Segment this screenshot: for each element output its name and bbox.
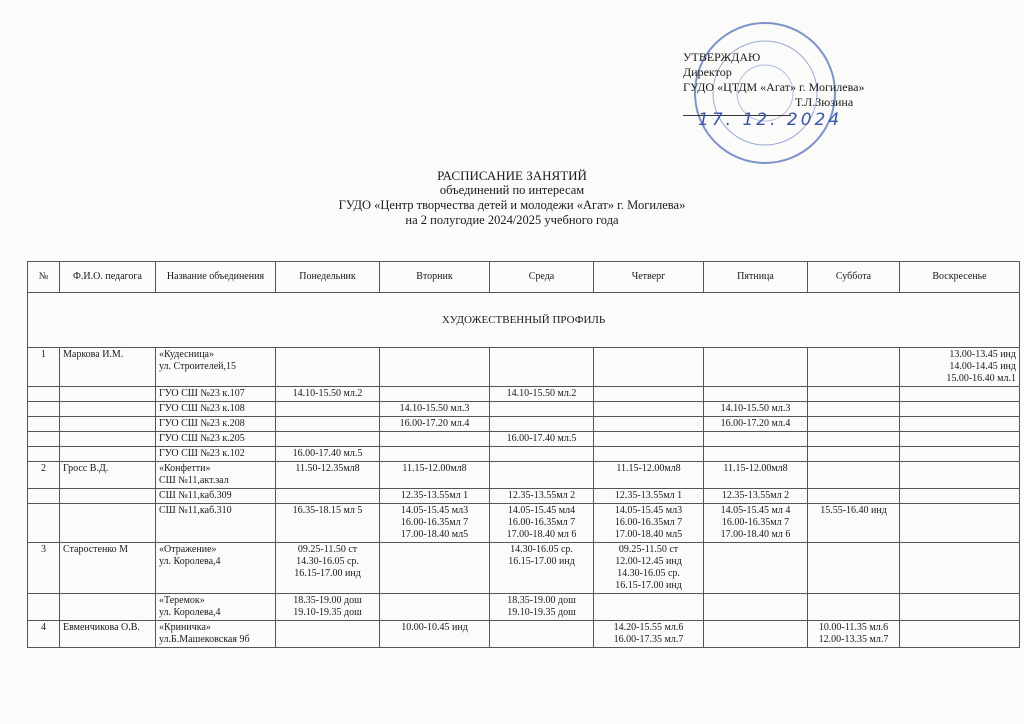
schedule-cell bbox=[594, 432, 704, 447]
time-slot: 14.30-16.05 ср. bbox=[510, 544, 573, 555]
schedule-cell bbox=[900, 489, 1020, 504]
schedule-cell bbox=[808, 432, 900, 447]
time-slot: 12.35-13.55мл 1 bbox=[614, 490, 683, 501]
schedule-cell bbox=[276, 504, 380, 543]
schedule-cell bbox=[900, 417, 1020, 432]
schedule-cell bbox=[704, 387, 808, 402]
schedule-cell bbox=[704, 348, 808, 387]
title-line-4: на 2 полугодие 2024/2025 учебного года bbox=[405, 213, 619, 227]
time-slot: 14.10-15.50 мл.3 bbox=[399, 403, 470, 414]
schedule-cell bbox=[704, 594, 808, 621]
group-name bbox=[156, 462, 276, 489]
row-number: 2 bbox=[28, 462, 60, 489]
teacher-name bbox=[60, 387, 156, 402]
row-number: 1 bbox=[28, 348, 60, 387]
schedule-cell bbox=[704, 621, 808, 648]
teacher-name bbox=[60, 402, 156, 417]
group-name bbox=[156, 621, 276, 648]
row-number bbox=[28, 432, 60, 447]
time-slot: 14.30-16.05 ср. bbox=[617, 568, 680, 579]
schedule-cell bbox=[594, 417, 704, 432]
teacher-name bbox=[60, 432, 156, 447]
table-row bbox=[28, 417, 1020, 432]
schedule-cell bbox=[808, 543, 900, 594]
group-line: «Конфетти» bbox=[159, 463, 211, 474]
schedule-cell bbox=[490, 594, 594, 621]
schedule-cell bbox=[900, 387, 1020, 402]
approve-position: Директор bbox=[683, 65, 732, 79]
schedule-cell bbox=[704, 504, 808, 543]
row-number: 3 bbox=[28, 543, 60, 594]
group-line: «Криничка» bbox=[159, 622, 211, 633]
schedule-cell bbox=[704, 489, 808, 504]
row-number bbox=[28, 447, 60, 462]
schedule-cell bbox=[594, 543, 704, 594]
teacher-name bbox=[60, 504, 156, 543]
profile-row bbox=[28, 293, 1020, 348]
time-slot: 09.25-11.50 ст bbox=[618, 544, 679, 555]
time-slot: 15.00-16.40 мл.1 bbox=[946, 373, 1016, 384]
schedule-cell bbox=[276, 432, 380, 447]
schedule-cell bbox=[808, 402, 900, 417]
group-line: «Отражение» bbox=[159, 544, 217, 555]
header-cell: № bbox=[28, 262, 60, 293]
group-name bbox=[156, 543, 276, 594]
group-name bbox=[156, 489, 276, 504]
schedule-cell bbox=[900, 621, 1020, 648]
group-name bbox=[156, 402, 276, 417]
title-line-3: ГУДО «Центр творчества детей и молодежи «Агат» г. Могилева» bbox=[338, 198, 686, 212]
time-slot: 19.10-19.35 дош bbox=[293, 607, 362, 618]
schedule-cell bbox=[490, 462, 594, 489]
time-slot: 16.00-17.35 мл.7 bbox=[613, 634, 684, 645]
time-slot: 16.00-17.20 мл.4 bbox=[720, 418, 791, 429]
time-slot: 18.35-19.00 дош bbox=[507, 595, 576, 606]
schedule-cell bbox=[704, 447, 808, 462]
time-slot: 16.00-16.35мл 7 bbox=[721, 517, 790, 528]
schedule-cell bbox=[276, 402, 380, 417]
schedule-cell bbox=[276, 543, 380, 594]
time-slot: 14.05-15.45 мл3 bbox=[400, 505, 469, 516]
group-line: ул. Королева,4 bbox=[159, 607, 221, 618]
header-cell: Ф.И.О. педагога bbox=[60, 262, 156, 293]
schedule-cell bbox=[380, 504, 490, 543]
group-name bbox=[156, 447, 276, 462]
schedule-cell bbox=[808, 387, 900, 402]
group-line: ГУО СШ №23 к.102 bbox=[159, 448, 245, 459]
schedule-cell bbox=[490, 621, 594, 648]
table-row bbox=[28, 447, 1020, 462]
header-row bbox=[28, 262, 1020, 293]
schedule-cell bbox=[704, 462, 808, 489]
schedule-cell bbox=[808, 348, 900, 387]
time-slot: 16.00-17.40 мл.5 bbox=[292, 448, 363, 459]
time-slot: 17.00-18.40 мл5 bbox=[400, 529, 469, 540]
row-number bbox=[28, 417, 60, 432]
table-row bbox=[28, 543, 1020, 594]
table-row bbox=[28, 402, 1020, 417]
schedule-cell bbox=[594, 594, 704, 621]
time-slot: 16.00-16.35мл 7 bbox=[614, 517, 683, 528]
group-line: ул.Б.Машековская 9б bbox=[159, 634, 250, 645]
schedule-cell bbox=[380, 621, 490, 648]
table-row bbox=[28, 462, 1020, 489]
time-slot: 16.00-16.35мл 7 bbox=[400, 517, 469, 528]
time-slot: 16.00-17.40 мл.5 bbox=[506, 433, 577, 444]
document-title bbox=[0, 168, 1024, 228]
schedule-cell bbox=[808, 489, 900, 504]
group-line: ГУО СШ №23 к.107 bbox=[159, 388, 245, 399]
schedule-cell bbox=[490, 348, 594, 387]
group-line: «Теремок» bbox=[159, 595, 205, 606]
header-cell: Понедельник bbox=[276, 262, 380, 293]
teacher-name: Маркова И.М. bbox=[60, 348, 156, 387]
schedule-cell bbox=[490, 417, 594, 432]
time-slot: 16.15-17.00 инд bbox=[294, 568, 361, 579]
table-row bbox=[28, 621, 1020, 648]
schedule-cell bbox=[276, 621, 380, 648]
schedule-cell bbox=[704, 432, 808, 447]
schedule-cell bbox=[808, 447, 900, 462]
schedule-cell bbox=[380, 402, 490, 417]
row-number: 4 bbox=[28, 621, 60, 648]
table-row bbox=[28, 348, 1020, 387]
schedule-cell bbox=[276, 348, 380, 387]
group-name bbox=[156, 432, 276, 447]
profile-heading: ХУДОЖЕСТВЕННЫЙ ПРОФИЛЬ bbox=[28, 293, 1020, 348]
teacher-name bbox=[60, 489, 156, 504]
time-slot: 16.15-17.00 инд bbox=[615, 580, 682, 591]
time-slot: 13.00-13.45 инд bbox=[949, 349, 1016, 360]
schedule-cell bbox=[380, 417, 490, 432]
group-name bbox=[156, 348, 276, 387]
title-line-1: РАСПИСАНИЕ ЗАНЯТИЙ bbox=[437, 168, 587, 183]
time-slot: 12.35-13.55мл 2 bbox=[507, 490, 576, 501]
group-line: ГУО СШ №23 к.205 bbox=[159, 433, 245, 444]
time-slot: 14.10-15.50 мл.2 bbox=[506, 388, 577, 399]
time-slot: 12.35-13.55мл 2 bbox=[721, 490, 790, 501]
schedule-cell bbox=[594, 387, 704, 402]
teacher-name: Старостенко М bbox=[60, 543, 156, 594]
row-number bbox=[28, 594, 60, 621]
schedule-cell bbox=[900, 447, 1020, 462]
time-slot: 11.15-12.00мл8 bbox=[402, 463, 467, 474]
schedule-cell bbox=[594, 489, 704, 504]
schedule-cell bbox=[276, 594, 380, 621]
time-slot: 15.55-16.40 инд bbox=[820, 505, 887, 516]
schedule-cell bbox=[900, 594, 1020, 621]
header-cell: Название объединения bbox=[156, 262, 276, 293]
group-line: СШ №11,каб.309 bbox=[159, 490, 232, 501]
table-row bbox=[28, 594, 1020, 621]
schedule-cell bbox=[900, 402, 1020, 417]
schedule-cell bbox=[490, 489, 594, 504]
schedule-cell bbox=[276, 462, 380, 489]
schedule-cell bbox=[490, 432, 594, 447]
schedule-cell bbox=[808, 417, 900, 432]
time-slot: 16.00-16.35мл 7 bbox=[507, 517, 576, 528]
approve-org: ГУДО «ЦТДМ «Агат» г. Могилева» bbox=[683, 80, 865, 94]
group-line: ГУО СШ №23 к.108 bbox=[159, 403, 245, 414]
time-slot: 09.25-11.50 ст bbox=[297, 544, 358, 555]
schedule-cell bbox=[594, 447, 704, 462]
schedule-cell bbox=[704, 543, 808, 594]
group-line: «Кудесница» bbox=[159, 349, 214, 360]
time-slot: 16.35-18.15 мл 5 bbox=[292, 505, 363, 516]
schedule-cell bbox=[594, 402, 704, 417]
teacher-name: Евменчикова О.В. bbox=[60, 621, 156, 648]
time-slot: 14.05-15.45 мл4 bbox=[507, 505, 576, 516]
schedule-cell bbox=[380, 432, 490, 447]
schedule-cell bbox=[808, 594, 900, 621]
approve-signer: Т.Л.Зюзина bbox=[795, 95, 854, 109]
table-row bbox=[28, 432, 1020, 447]
header-cell: Воскресенье bbox=[900, 262, 1020, 293]
schedule-cell bbox=[490, 447, 594, 462]
group-name bbox=[156, 387, 276, 402]
schedule-cell bbox=[380, 387, 490, 402]
schedule-cell bbox=[380, 348, 490, 387]
schedule-cell bbox=[380, 462, 490, 489]
group-line: ул. Королева,4 bbox=[159, 556, 221, 567]
schedule-cell bbox=[900, 543, 1020, 594]
time-slot: 10.00-11.35 мл.6 bbox=[818, 622, 889, 633]
group-name bbox=[156, 504, 276, 543]
schedule-cell bbox=[380, 594, 490, 621]
group-name bbox=[156, 417, 276, 432]
header-cell: Среда bbox=[490, 262, 594, 293]
schedule-cell bbox=[808, 504, 900, 543]
time-slot: 17.00-18.40 мл5 bbox=[614, 529, 683, 540]
schedule-cell bbox=[490, 402, 594, 417]
time-slot: 14.10-15.50 мл.3 bbox=[720, 403, 791, 414]
schedule-cell bbox=[276, 387, 380, 402]
schedule-cell bbox=[900, 462, 1020, 489]
schedule-cell bbox=[594, 462, 704, 489]
teacher-name bbox=[60, 594, 156, 621]
schedule-cell bbox=[490, 504, 594, 543]
time-slot: 14.00-14.45 инд bbox=[949, 361, 1016, 372]
time-slot: 19.10-19.35 дош bbox=[507, 607, 576, 618]
handwritten-date: 17. 12. 2024 bbox=[698, 110, 843, 130]
table-row bbox=[28, 504, 1020, 543]
schedule-cell bbox=[380, 543, 490, 594]
time-slot: 14.05-15.45 мл3 bbox=[614, 505, 683, 516]
row-number bbox=[28, 504, 60, 543]
schedule-cell bbox=[704, 417, 808, 432]
schedule-cell bbox=[276, 417, 380, 432]
teacher-name bbox=[60, 417, 156, 432]
group-line: ул. Строителей,15 bbox=[159, 361, 237, 372]
time-slot: 14.10-15.50 мл.2 bbox=[292, 388, 363, 399]
schedule-cell bbox=[594, 348, 704, 387]
header-cell: Вторник bbox=[380, 262, 490, 293]
time-slot: 14.30-16.05 ср. bbox=[296, 556, 359, 567]
group-line: СШ №11,акт.зал bbox=[159, 475, 229, 486]
row-number bbox=[28, 489, 60, 504]
schedule-cell bbox=[808, 621, 900, 648]
header-cell: Четверг bbox=[594, 262, 704, 293]
schedule-cell bbox=[900, 348, 1020, 387]
schedule-cell bbox=[490, 543, 594, 594]
row-number bbox=[28, 387, 60, 402]
table-row bbox=[28, 387, 1020, 402]
schedule-cell bbox=[276, 489, 380, 504]
time-slot: 14.05-15.45 мл 4 bbox=[720, 505, 791, 516]
schedule-cell bbox=[704, 402, 808, 417]
schedule-cell bbox=[900, 432, 1020, 447]
time-slot: 11.50-12.35мл8 bbox=[295, 463, 360, 474]
time-slot: 12.00-13.35 мл.7 bbox=[818, 634, 889, 645]
schedule-cell bbox=[594, 504, 704, 543]
schedule-table bbox=[27, 261, 1020, 648]
time-slot: 17.00-18.40 мл 6 bbox=[720, 529, 791, 540]
schedule-cell bbox=[900, 504, 1020, 543]
schedule-cell bbox=[276, 447, 380, 462]
approval-block bbox=[683, 50, 864, 110]
group-name bbox=[156, 594, 276, 621]
teacher-name bbox=[60, 447, 156, 462]
schedule-cell bbox=[808, 462, 900, 489]
teacher-name: Гросс В.Д. bbox=[60, 462, 156, 489]
time-slot: 12.00-12.45 инд bbox=[615, 556, 682, 567]
row-number bbox=[28, 402, 60, 417]
time-slot: 12.35-13.55мл 1 bbox=[400, 490, 469, 501]
time-slot: 17.00-18.40 мл 6 bbox=[506, 529, 577, 540]
schedule-cell bbox=[380, 489, 490, 504]
approve-label: УТВЕРЖДАЮ bbox=[683, 50, 761, 64]
time-slot: 16.00-17.20 мл.4 bbox=[399, 418, 470, 429]
time-slot: 11.15-12.00мл8 bbox=[723, 463, 788, 474]
table-row bbox=[28, 489, 1020, 504]
schedule-cell bbox=[490, 387, 594, 402]
time-slot: 14.20-15.55 мл.6 bbox=[613, 622, 684, 633]
time-slot: 16.15-17.00 инд bbox=[508, 556, 575, 567]
time-slot: 10.00-10.45 инд bbox=[401, 622, 468, 633]
group-line: СШ №11,каб.310 bbox=[159, 505, 232, 516]
header-cell: Суббота bbox=[808, 262, 900, 293]
header-cell: Пятница bbox=[704, 262, 808, 293]
schedule-cell bbox=[380, 447, 490, 462]
time-slot: 11.15-12.00мл8 bbox=[616, 463, 681, 474]
group-line: ГУО СШ №23 к.208 bbox=[159, 418, 245, 429]
title-line-2: объединений по интересам bbox=[439, 183, 585, 197]
schedule-cell bbox=[594, 621, 704, 648]
time-slot: 18.35-19.00 дош bbox=[293, 595, 362, 606]
